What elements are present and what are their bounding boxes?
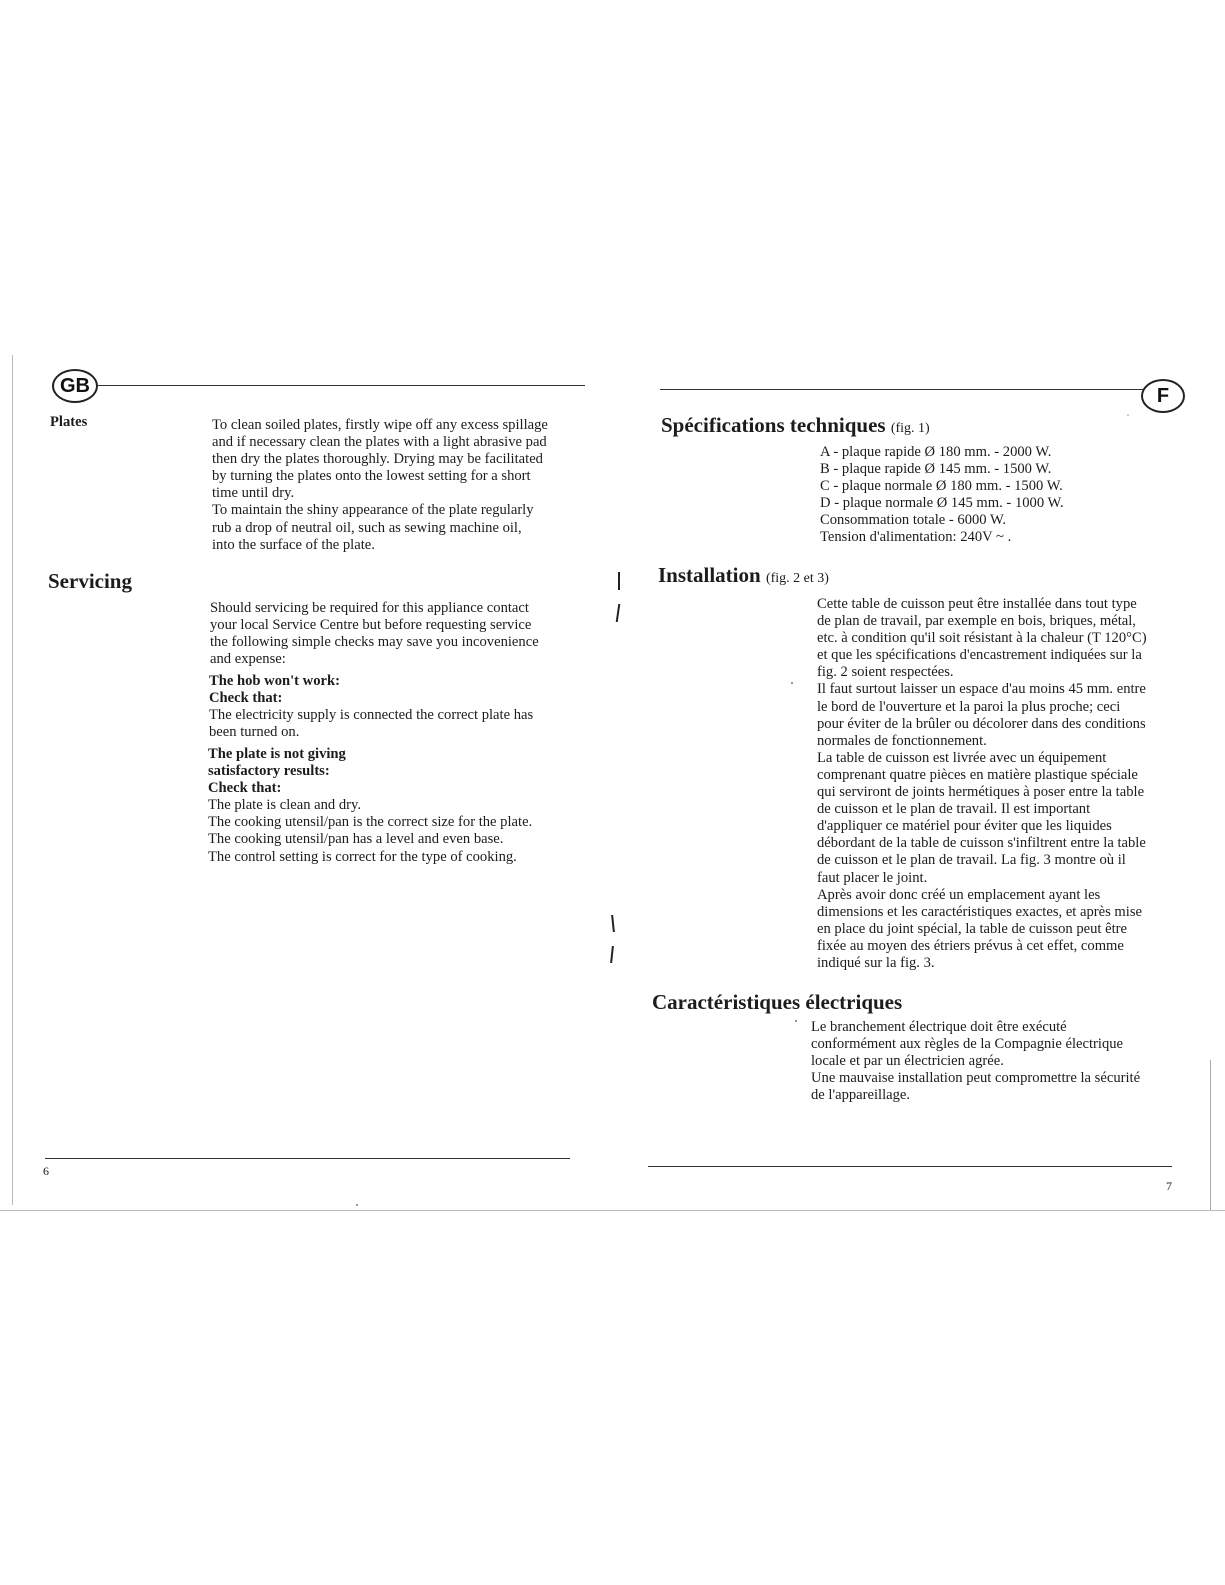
text-line: been turned on. — [209, 724, 300, 741]
text-line: The plate is clean and dry. — [208, 797, 362, 814]
text-line: etc. à condition qu'il soit résistant à la chaleur (T 120°C) — [817, 630, 1147, 647]
text-line: de plan de travail, par exemple en bois, briques, métal, — [817, 613, 1136, 630]
left-top-rule — [98, 385, 585, 386]
language-badge-f: F — [1141, 379, 1185, 413]
text-line: le bord de l'ouverture et la paroi la plus proche; ceci — [817, 698, 1121, 715]
binding-mark — [611, 915, 615, 932]
servicing-check-1 — [209, 673, 533, 741]
binding-mark — [616, 604, 621, 622]
text-line: The cooking utensil/pan has a level and even base. — [208, 831, 504, 848]
text-line: débordant de la table de cuisson s'infiltrent entre la table — [817, 835, 1146, 852]
page-number-left: 6 — [43, 1164, 49, 1178]
text-line: Après avoir donc créé un emplacement ayant les — [817, 886, 1101, 903]
text-line: indiqué sur la fig. 3. — [817, 954, 935, 971]
check-that-label: Check that: — [208, 780, 282, 797]
text-line: pour éviter de la brûler ou décolorer dans des conditions — [817, 715, 1146, 732]
text-line: Le branchement électrique doit être exécuté — [811, 1019, 1067, 1035]
text-line: time until dry. — [212, 485, 295, 502]
specs-heading-text: Spécifications techniques — [661, 413, 886, 437]
plates-label: Plates — [50, 414, 88, 430]
text-line: et que les spécifications d'encastrement indiquées sur la — [817, 647, 1142, 664]
text-line: normales de fonctionnement. — [817, 732, 987, 749]
text-line: The cooking utensil/pan is the correct size for the plate. — [208, 814, 533, 831]
text-line: To maintain the shiny appearance of the plate regularly — [212, 502, 534, 519]
text-line: Should servicing be required for this appliance contact — [210, 600, 529, 616]
text-line: then dry the plates thoroughly. Drying may be facilitated — [212, 451, 543, 468]
check-title: The plate is not giving — [208, 746, 346, 762]
text-line: by turning the plates onto the lowest setting for a short — [212, 468, 531, 485]
text-line: locale et par un électricien agrée. — [811, 1053, 1004, 1070]
language-badge-gb: GB — [52, 369, 98, 403]
check-that-label: Check that: — [209, 690, 283, 707]
binding-mark — [610, 946, 614, 963]
specs-figref: (fig. 1) — [890, 421, 930, 436]
text-line: fig. 2 soient respectées. — [817, 664, 954, 681]
text-line: Il faut surtout laisser un espace d'au moins 45 mm. entre — [817, 681, 1146, 698]
text-line: Une mauvaise installation peut compromettre la sécurité — [811, 1070, 1141, 1087]
installation-heading-text: Installation — [658, 563, 761, 587]
text-line: fixée au moyen des étriers prévus à cet effet, comme — [817, 937, 1124, 954]
spec-item: Consommation totale - 6000 W. — [820, 512, 1007, 529]
specs-heading — [661, 413, 930, 438]
left-bottom-rule — [45, 1158, 570, 1159]
text-line: dimensions et les caractéristiques exactes, et après mise — [817, 903, 1142, 920]
sheet-bottom-edge — [0, 1210, 1225, 1211]
installation-figref: (fig. 2 et 3) — [765, 571, 829, 586]
right-bottom-rule — [648, 1166, 1172, 1167]
page-number-right: 7 — [1166, 1179, 1172, 1193]
plates-text — [212, 417, 548, 554]
scan-speck — [791, 682, 793, 684]
text-line: conformément aux règles de la Compagnie électrique — [811, 1036, 1124, 1053]
scan-speck — [356, 1204, 358, 1206]
text-line: the following simple checks may save you incovenience — [210, 634, 539, 651]
text-line: The electricity supply is connected the correct plate has — [209, 707, 534, 724]
spec-item: D - plaque normale Ø 145 mm. - 1000 W. — [820, 495, 1064, 512]
electrical-heading: Caractéristiques électriques — [652, 990, 903, 1014]
text-line: your local Service Centre but before requesting service — [210, 617, 532, 634]
text-line: comprenant quatre pièces en matière plastique spéciale — [817, 766, 1138, 783]
spec-item: Tension d'alimentation: 240V ~ . — [820, 529, 1012, 546]
text-line: faut placer le joint. — [817, 869, 928, 886]
text-line: and if necessary clean the plates with a light abrasive pad — [212, 434, 547, 451]
right-top-rule — [660, 389, 1144, 390]
text-line: into the surface of the plate. — [212, 536, 375, 553]
text-line: de cuisson et le plan de travail. Il est important — [817, 801, 1091, 818]
servicing-check-2 — [208, 746, 532, 866]
spec-item: B - plaque rapide Ø 145 mm. - 1500 W. — [820, 461, 1052, 478]
page-edge-left — [12, 355, 13, 1205]
text-line: en place du joint spécial, la table de cuisson peut être — [817, 920, 1128, 937]
binding-mark — [618, 572, 620, 590]
check-title: satisfactory results: — [208, 763, 330, 780]
text-line: d'appliquer ce matériel pour éviter que les liquides — [817, 818, 1112, 835]
text-line: To clean soiled plates, firstly wipe off any excess spillage — [212, 417, 548, 433]
text-line: de cuisson et le plan de travail. La fig. 3 montre où il — [817, 852, 1126, 869]
specs-list — [820, 444, 1064, 547]
spec-item: A - plaque rapide Ø 180 mm. - 2000 W. — [820, 444, 1052, 460]
check-title: The hob won't work: — [209, 673, 340, 689]
installation-heading — [658, 563, 829, 588]
text-line: de l'appareillage. — [811, 1087, 911, 1104]
servicing-intro — [210, 600, 539, 668]
servicing-heading: Servicing — [48, 569, 132, 593]
text-line: Cette table de cuisson peut être installée dans tout type — [817, 596, 1137, 612]
text-line: and expense: — [210, 651, 286, 668]
text-line: The control setting is correct for the type of cooking. — [208, 848, 517, 865]
spec-item: C - plaque normale Ø 180 mm. - 1500 W. — [820, 478, 1063, 495]
text-line: qui serviront de joints hermétiques à poser entre la table — [817, 784, 1145, 801]
installation-text — [817, 596, 1147, 972]
electrical-text — [811, 1019, 1140, 1104]
page-edge-right — [1210, 1060, 1211, 1210]
scan-speck — [795, 1020, 797, 1022]
text-line: rub a drop of neutral oil, such as sewing machine oil, — [212, 519, 522, 536]
scan-speck — [1127, 414, 1129, 416]
text-line: La table de cuisson est livrée avec un équipement — [817, 749, 1107, 766]
